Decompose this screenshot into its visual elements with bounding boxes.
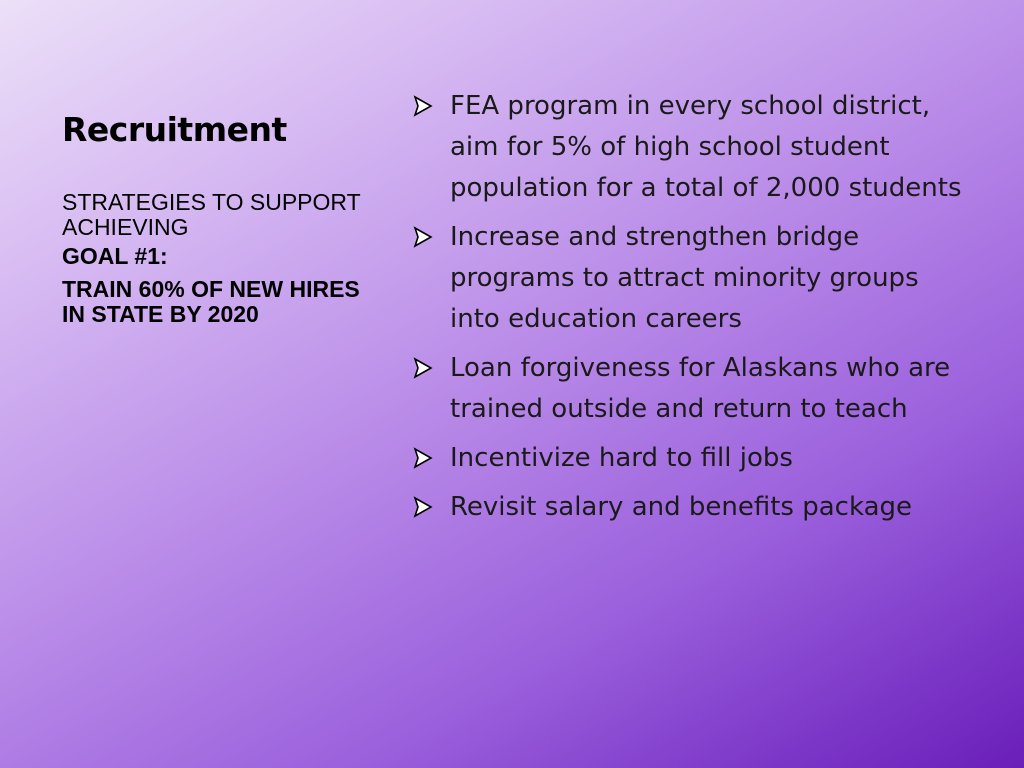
bullet-text: FEA program in every school district, aim for 5% of high school student population for a total of 2,000 students (450, 91, 962, 203)
arrow-bullet-icon (412, 496, 434, 518)
bullet-text: Loan forgiveness for Alaskans who are trained outside and return to teach (450, 353, 951, 424)
subtitle-target: TRAIN 60% OF NEW HIRES IN STATE BY 2020 (62, 276, 360, 327)
arrow-bullet-icon (412, 357, 434, 379)
bullet-text: Revisit salary and benefits package (450, 492, 913, 522)
bullet-list (412, 86, 972, 536)
subtitle-goal: GOAL #1: (62, 243, 168, 269)
slide-title: Recruitment (62, 110, 287, 149)
bullet-item (412, 86, 972, 209)
bullet-text: Incentivize hard to fill jobs (450, 443, 793, 473)
arrow-bullet-icon (412, 447, 434, 469)
bullet-text: Increase and strengthen bridge programs to attract minority groups into education careers (450, 222, 919, 334)
bullet-item (412, 438, 972, 479)
subtitle-strategies: STRATEGIES TO SUPPORT ACHIEVING (62, 189, 361, 240)
bullet-item (412, 348, 972, 430)
title-panel (62, 108, 362, 335)
bullet-item (412, 487, 972, 528)
bullet-item (412, 217, 972, 340)
arrow-bullet-icon (412, 226, 434, 248)
arrow-bullet-icon (412, 95, 434, 117)
